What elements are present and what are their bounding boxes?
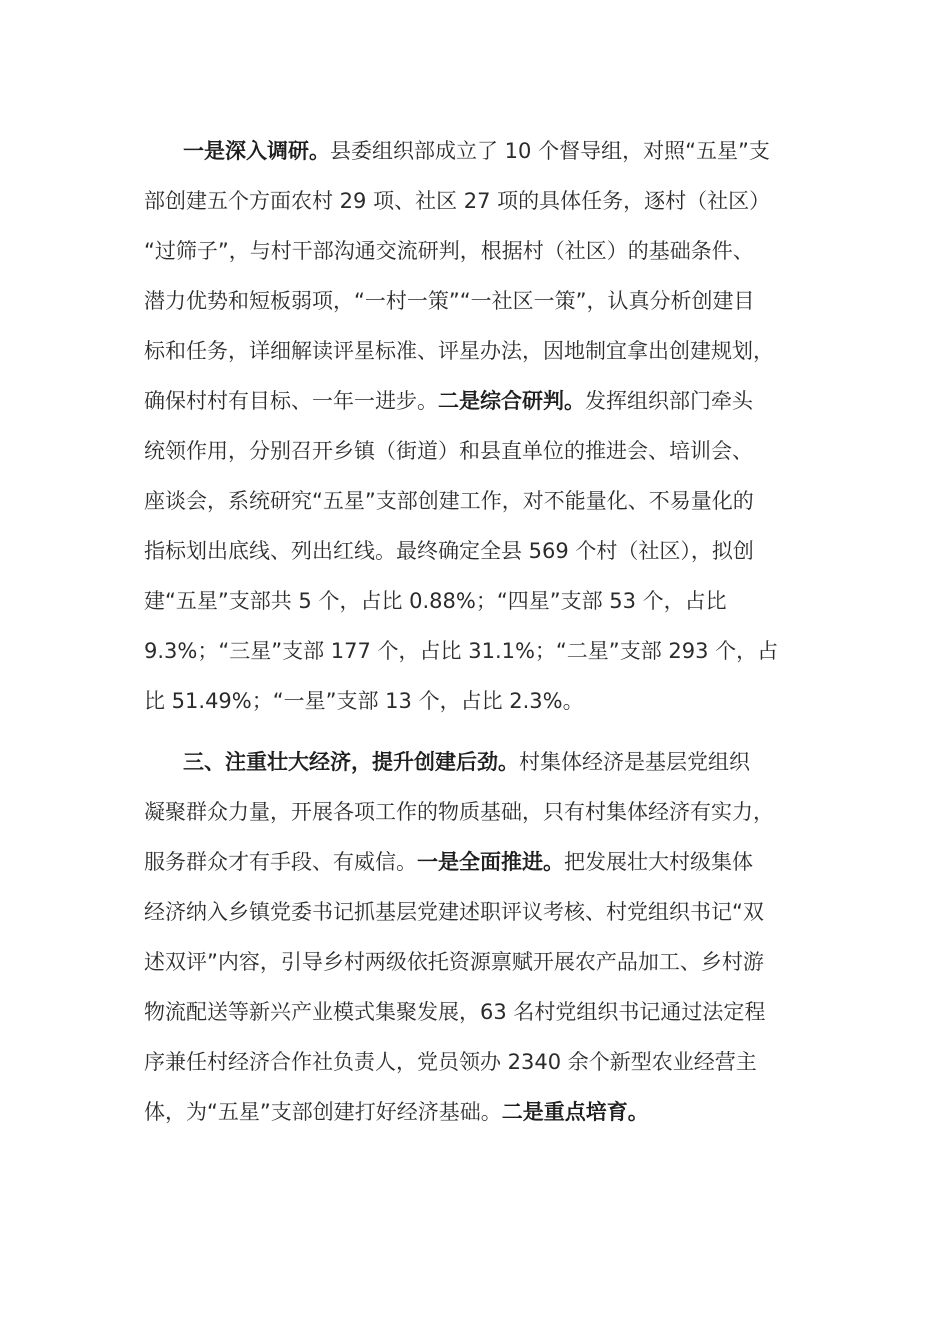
- text: 服务群众才有手段、有威信。: [144, 850, 417, 874]
- text: 体，为“五星”支部创建打好经济基础。: [144, 1100, 502, 1124]
- paragraph1-line-1: [183, 136, 770, 166]
- bold-lead-2: 二是综合研判。: [438, 389, 585, 413]
- paragraph1-line-8: [144, 486, 754, 516]
- paragraph2-line-6: [144, 997, 765, 1027]
- text: 发挥组织部门牵头: [585, 389, 753, 413]
- text: 部创建五个方面农村 29 项、社区 27 项的具体任务，逐村（社区）: [144, 189, 771, 213]
- text: 把发展壮大村级集体: [564, 850, 753, 874]
- text: 确保村村有目标、一年一进步。: [144, 389, 438, 413]
- text: 指标划出底线、列出红线。最终确定全县 569 个村（社区），拟创: [144, 539, 754, 563]
- paragraph1-line-4: [144, 286, 755, 316]
- text: 座谈会，系统研究“五星”支部创建工作，对不能量化、不易量化的: [144, 489, 754, 513]
- text: 潜力优势和短板弱项，“一村一策”“一社区一策”，认真分析创建目: [144, 289, 755, 313]
- text: 述双评”内容，引导乡村两级依托资源禀赋开展农产品加工、乡村游: [144, 950, 764, 974]
- paragraph2-line-2: [144, 797, 774, 827]
- paragraph2-line-4: [144, 897, 764, 927]
- paragraph1-line-11: [144, 636, 778, 666]
- text: 标和任务，详细解读评星标准、评星办法，因地制宜拿出创建规划，: [144, 339, 774, 363]
- paragraph1-line-9: [144, 536, 754, 566]
- bold-lead-3: 一是全面推进。: [417, 850, 564, 874]
- paragraph1-line-6: [144, 386, 753, 416]
- text: 比 51.49%；“一星”支部 13 个，占比 2.3%。: [144, 689, 584, 713]
- paragraph1-line-10: [144, 586, 727, 616]
- paragraph1-line-5: [144, 336, 774, 366]
- text: 村集体经济是基层党组织: [519, 750, 750, 774]
- text: “过筛子”，与村干部沟通交流研判，根据村（社区）的基础条件、: [144, 239, 754, 263]
- paragraph1-line-3: [144, 236, 754, 266]
- text: 统领作用，分别召开乡镇（街道）和县直单位的推进会、培训会、: [144, 439, 753, 463]
- text: 物流配送等新兴产业模式集聚发展，63 名村党组织书记通过法定程: [144, 1000, 766, 1024]
- text: 县委组织部成立了 10 个督导组，对照“五星”支: [330, 139, 770, 163]
- text: 9.3%；“三星”支部 177 个，占比 31.1%；“二星”支部 293 个，占: [144, 639, 779, 663]
- paragraph1-line-2: [144, 186, 770, 216]
- paragraph2-line-7: [144, 1047, 757, 1077]
- section-heading: 三、注重壮大经济，提升创建后劲。: [183, 750, 519, 774]
- paragraph1-line-12: [144, 686, 584, 716]
- text: 经济纳入乡镇党委书记抓基层党建述职评议考核、村党组织书记“双: [144, 900, 764, 924]
- paragraph1-line-7: [144, 436, 753, 466]
- paragraph2-line-8: [144, 1097, 649, 1127]
- bold-lead-4: 二是重点培育。: [501, 1100, 649, 1124]
- bold-lead-1: 一是深入调研。: [183, 139, 330, 163]
- paragraph2-line-1: [183, 747, 750, 777]
- text: 序兼任村经济合作社负责人，党员领办 2340 余个新型农业经营主: [144, 1050, 757, 1074]
- paragraph2-line-5: [144, 947, 764, 977]
- text: 凝聚群众力量，开展各项工作的物质基础，只有村集体经济有实力，: [144, 800, 774, 824]
- paragraph2-line-3: [144, 847, 753, 877]
- text: 建“五星”支部共 5 个，占比 0.88%；“四星”支部 53 个，占比: [144, 589, 727, 613]
